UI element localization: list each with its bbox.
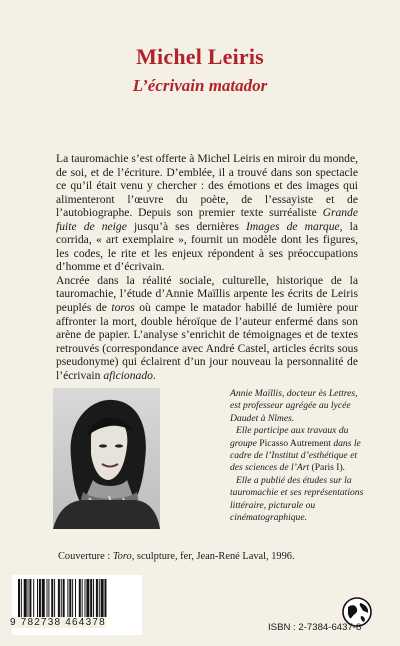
blurb-text [56, 152, 358, 382]
barcode-bar [67, 579, 68, 617]
barcode-digits: 9 782738 464378 [10, 617, 106, 628]
barcode-bar [79, 579, 81, 617]
text-run: dans le cadre de l’Institut d’esthétique et des sciences de l’Art [230, 437, 361, 474]
text-run: toros [111, 301, 135, 315]
barcode-bar [69, 579, 71, 617]
text-run: Grande fuite de neige [56, 206, 358, 233]
barcode-bar [104, 579, 106, 617]
text-run: . [342, 462, 346, 474]
cover-credit-label: Couverture : [58, 551, 113, 562]
barcode-bar [37, 579, 38, 617]
barcode-bar [29, 579, 31, 617]
barcode-bar [28, 579, 29, 617]
barcode-bar [96, 579, 98, 617]
barcode-bar [42, 579, 45, 617]
barcode-bar [61, 579, 62, 617]
barcode-bar [93, 579, 94, 617]
isbn-text: ISBN : 2-7384-6437-8 [268, 622, 362, 633]
barcode-bar [24, 579, 27, 617]
author-bio [230, 388, 370, 524]
blurb-paragraph-2 [56, 274, 358, 382]
bio-paragraph-2 [230, 425, 370, 475]
author-photo [53, 388, 160, 529]
text-run: , la corrida, « art exemplaire », fournit un modèle dont les figures, les codes, le rite et les enjeux répondent à ses préoccupations d’homme et d’écrivain. [56, 219, 359, 274]
barcode-bar [48, 579, 49, 617]
text-run: aficionado [103, 368, 153, 382]
barcode-bar [82, 579, 83, 617]
text-run: jusqu’à ses dernières [126, 219, 247, 233]
barcode-bar [75, 579, 76, 617]
bio-paragraph-1: Annie Maïllis, docteur ès Lettres, est professeur agrégée au lycée Daudet à Nîmes. [230, 388, 358, 424]
text-run: où campe le matador habillé de lumière pour affronter la mort, double héroïque de l’auteur enfermé dans son arène de papier. L’analyse s’enrichit de témoignages et de textes retrouvés (correspondance avec André Castel, articles écrits sous pseudonyme) qui éclairent d’un jour nouveau la personnalité de l’écrivain [56, 301, 359, 382]
author-title: Michel Leiris [136, 44, 264, 69]
text-run: (Paris I) [311, 462, 343, 474]
text-run: Picasso Autrement [259, 437, 331, 449]
cover-credit-details: , sculpture, fer, Jean-René Laval, 1996. [131, 551, 295, 562]
cover-credit [58, 551, 358, 562]
barcode-bar [39, 579, 41, 617]
text-run: Images de marque [246, 219, 340, 233]
barcode-bar [18, 579, 20, 617]
barcode-bar [90, 579, 92, 617]
text-run: Elle participe aux travaux du groupe [230, 425, 349, 449]
barcode-bar [63, 579, 65, 617]
barcode-bar [54, 579, 55, 617]
barcode-bar [86, 579, 89, 617]
barcode-bar [58, 579, 60, 617]
text-run: La tauromachie s’est offerte à Michel Leiris en miroir du monde, de soi, et de l’écriture. D’emblée, il a trouvé dans son spectacle ce qu’il était venu y chercher : des émotions et des images qui alimenteront l’œuvre du poète, de l’essayiste et de l’autobiographe. Depuis son premier texte surréaliste [56, 152, 358, 220]
barcode-bar [85, 579, 86, 617]
barcode-bar [101, 579, 104, 617]
blurb-paragraph-1 [56, 152, 358, 274]
cover-credit-work: Toro [112, 551, 132, 562]
book-subtitle: L’écrivain matador [132, 76, 268, 95]
barcode-bar [51, 579, 53, 617]
bio-paragraph-3: Elle a publié des études sur la tauromachie et ses représentations littéraire, picturale ou cinématographique. [230, 474, 364, 524]
barcode-bar [72, 579, 73, 617]
text-run: Ancrée dans la réalité sociale, culturelle, historique de la tauromachie, l’étude d’Annie Maïllis arpente les écrits de Leiris peuplés de [56, 273, 358, 315]
text-run: . [152, 368, 156, 382]
barcode-bar [33, 579, 34, 617]
barcode-bar [99, 579, 100, 617]
barcode-bar [21, 579, 22, 617]
barcode-bar [47, 579, 48, 617]
